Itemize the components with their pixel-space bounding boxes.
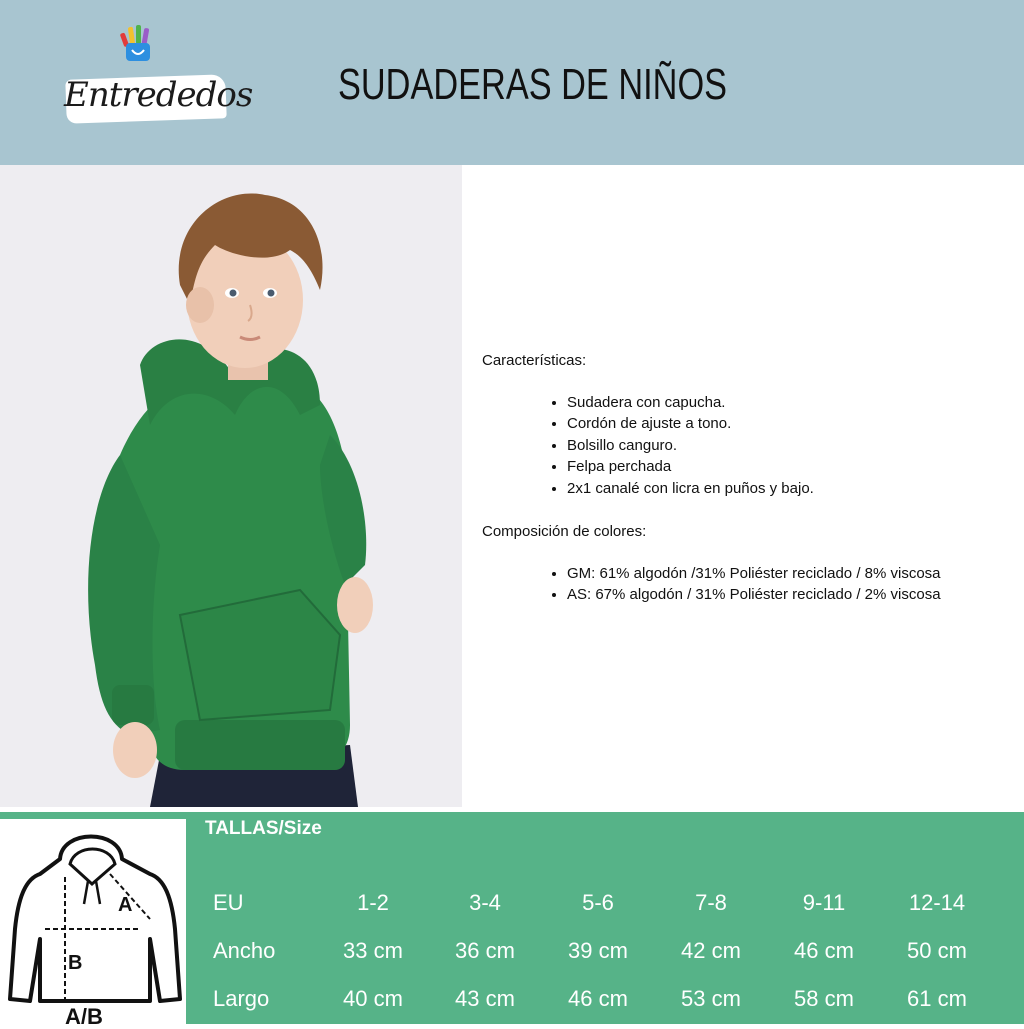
size-chart [0, 812, 1024, 1024]
table-cell: 1-2 [357, 890, 389, 915]
features-list [482, 392, 1012, 500]
table-cell: 53 cm [681, 986, 741, 1011]
list-item: • GM: 61% algodón /31% Poliéster reciclado / 8% viscosa [567, 563, 1012, 585]
list-item: • AS: 67% algodón / 31% Poliéster reciclado / 2% viscosa [567, 584, 1012, 606]
list-item: • Bolsillo canguro. [567, 435, 1012, 457]
table-cell: 12-14 [908, 890, 966, 915]
table-cell: 58 cm [794, 986, 854, 1011]
composition-list [482, 563, 1012, 606]
size-row-label: Largo [213, 986, 270, 1011]
table-cell: 61 cm [907, 986, 967, 1011]
diagram-label-b: B [68, 952, 83, 974]
size-row-label: EU [213, 890, 244, 915]
hoodie-measurement-diagram [0, 819, 186, 1024]
list-item: • Felpa perchada [567, 456, 1012, 478]
list-item: • Sudadera con capucha. [567, 392, 1012, 414]
product-description [482, 350, 1012, 628]
hoodie-outline-icon [0, 819, 186, 1024]
list-item: • 2x1 canalé con licra en puños y bajo. [567, 478, 1012, 500]
page-title: SUDADERAS DE NIÑOS [338, 60, 728, 109]
table-cell: 46 cm [794, 938, 854, 963]
page-header [0, 0, 1024, 165]
features-heading: Características: [482, 352, 587, 369]
diagram-label-a: A [118, 894, 133, 916]
table-cell: 3-4 [469, 890, 501, 915]
table-cell: 33 cm [343, 938, 403, 963]
child-in-hoodie-image [0, 165, 462, 807]
table-cell: 7-8 [695, 890, 727, 915]
list-item: • Cordón de ajuste a tono. [567, 413, 1012, 435]
table-cell: 9-11 [802, 890, 846, 915]
hand-icon [108, 25, 168, 65]
table-cell: 50 cm [907, 938, 967, 963]
table-cell: 46 cm [568, 986, 628, 1011]
diagram-label-ab: A/B [65, 1004, 103, 1024]
brand-name: Entrededos [64, 75, 253, 115]
table-cell: 39 cm [568, 938, 628, 963]
table-cell: 43 cm [455, 986, 515, 1011]
brand-logo [60, 25, 253, 130]
table-cell: 42 cm [681, 938, 741, 963]
table-cell: 5-6 [582, 890, 614, 915]
product-photo [0, 165, 462, 807]
composition-heading: Composición de colores: [482, 523, 647, 540]
table-cell: 40 cm [343, 986, 403, 1011]
size-chart-title: TALLAS/Size [205, 818, 322, 839]
size-row-label: Ancho [213, 938, 276, 963]
table-cell: 36 cm [455, 938, 515, 963]
